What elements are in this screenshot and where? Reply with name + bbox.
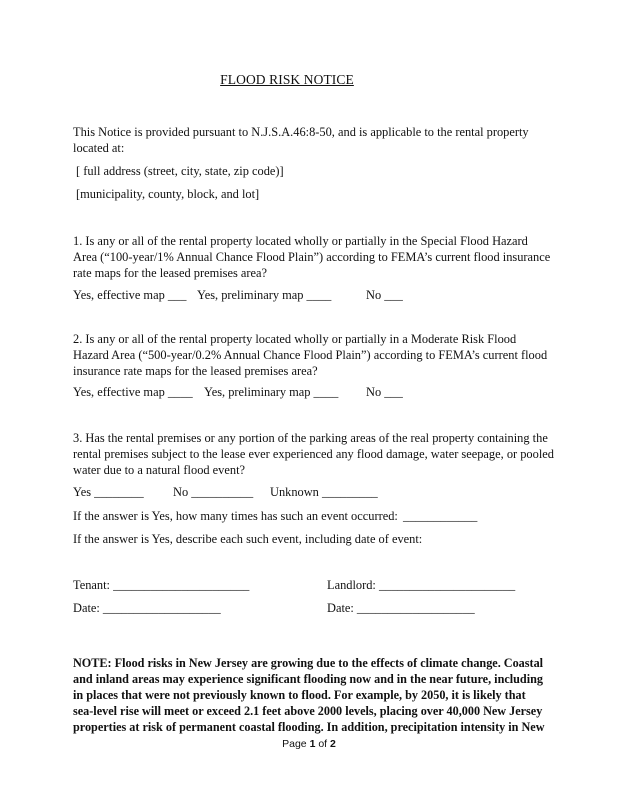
question-1-line: rate maps for the leased premises area?: [73, 266, 268, 280]
note-line: and inland areas may experience significant flooding now and in the near future, including: [73, 672, 543, 687]
tenant-signature-field[interactable]: Tenant: ______________________: [73, 578, 250, 592]
q1-option-no[interactable]: No ___: [366, 288, 403, 302]
page-number-prefix: Page: [282, 738, 310, 750]
q2-option-preliminary-map[interactable]: Yes, preliminary map ____: [204, 385, 339, 399]
question-1: [73, 233, 553, 281]
question-3: [73, 430, 553, 478]
q3-option-unknown[interactable]: Unknown _________: [270, 485, 378, 499]
address-placeholder: [ full address (street, city, state, zip code)]: [76, 164, 284, 178]
q3-option-no[interactable]: No __________: [173, 485, 254, 499]
q3-followup-times: If the answer is Yes, how many times has such an event occurred:: [73, 509, 398, 523]
q3-followup-describe: If the answer is Yes, describe each such event, including date of event:: [73, 532, 423, 546]
question-3-line: rental premises subject to the lease ever experienced any flood damage, water seepage, or pooled: [73, 447, 554, 461]
question-2-line: Hazard Area (“500-year/0.2% Annual Chance Flood Plain”) according to FEMA’s current flood: [73, 348, 548, 362]
intro-line: This Notice is provided pursuant to N.J.S.A.46:8-50, and is applicable to the rental property: [73, 125, 529, 139]
question-3-line: water due to a natural flood event?: [73, 463, 246, 477]
landlord-signature-field[interactable]: Landlord: ______________________: [327, 578, 516, 592]
municipality-placeholder: [municipality, county, block, and lot]: [76, 187, 260, 201]
page-number-total: 2: [330, 738, 336, 750]
landlord-date-field[interactable]: Date: ___________________: [327, 601, 475, 615]
q1-option-preliminary-map[interactable]: Yes, preliminary map ____: [197, 288, 332, 302]
page-number-middle: of: [315, 738, 331, 750]
note-line: in places that were not previously known to flood. For example, by 2050, it is likely that: [73, 688, 526, 703]
q3-option-yes[interactable]: Yes ________: [73, 485, 144, 499]
question-2: [73, 331, 553, 379]
page-number-current: 1: [309, 738, 316, 750]
climate-note: [73, 655, 563, 735]
intro-line: located at:: [73, 141, 125, 155]
question-2-line: insurance rate maps for the leased premises area?: [73, 364, 318, 378]
note-line: sea-level rise will meet or exceed 2.1 feet above 2000 levels, placing over 40,000 New Jersey: [73, 704, 543, 719]
note-line: properties at risk of permanent coastal flooding. In addition, precipitation intensity in New: [73, 720, 545, 735]
tenant-date-field[interactable]: Date: ___________________: [73, 601, 221, 615]
question-1-line: 1. Is any or all of the rental property located wholly or partially in the Special Flood Hazard: [73, 234, 528, 248]
q2-option-no[interactable]: No ___: [366, 385, 403, 399]
question-3-line: 3. Has the rental premises or any portion of the parking areas of the real property containing the: [73, 431, 548, 445]
page-title: FLOOD RISK NOTICE: [220, 72, 354, 87]
q2-option-effective-map[interactable]: Yes, effective map ____: [73, 385, 193, 399]
question-1-line: Area (“100-year/1% Annual Chance Flood Plain”) according to FEMA’s current flood insurance: [73, 250, 551, 264]
question-2-line: 2. Is any or all of the rental property located wholly or partially in a Moderate Risk Flood: [73, 332, 517, 346]
q3-followup-times-field[interactable]: ____________: [403, 509, 478, 523]
q1-option-effective-map[interactable]: Yes, effective map ___: [73, 288, 187, 302]
intro-paragraph: [73, 124, 553, 156]
page-number: [0, 738, 618, 750]
note-line: NOTE: Flood risks in New Jersey are growing due to the effects of climate change. Coastal: [73, 656, 544, 670]
